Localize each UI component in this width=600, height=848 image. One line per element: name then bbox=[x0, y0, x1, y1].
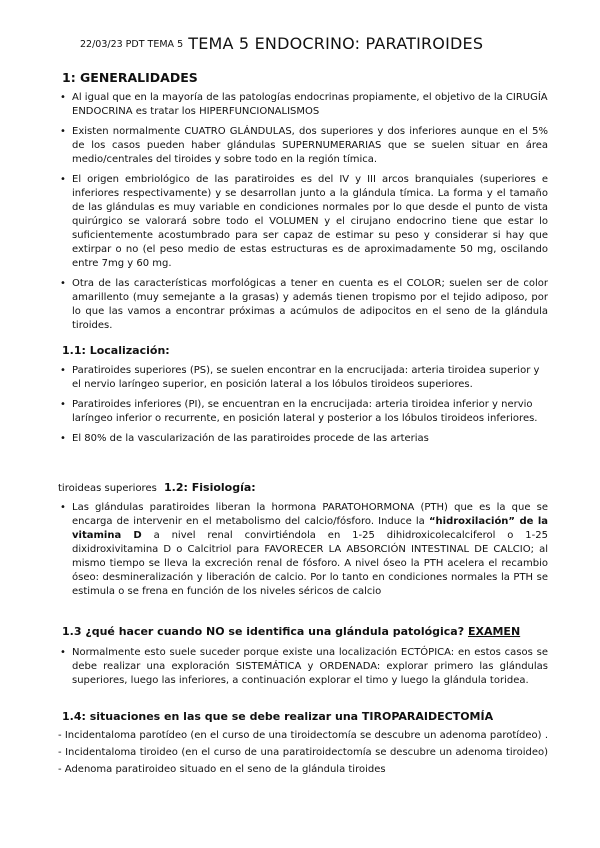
header-meta: 22/03/23 PDT TEMA 5 bbox=[80, 39, 184, 50]
bullet-icon: • bbox=[60, 365, 66, 376]
bullet-icon: • bbox=[60, 502, 66, 513]
bullet-icon: • bbox=[60, 647, 66, 658]
page-title: TEMA 5 ENDOCRINO: PARATIROIDES bbox=[188, 34, 484, 53]
mixed-line bbox=[58, 481, 256, 496]
list-item: • Al igual que en la mayoría de las patologías endocrinas propiamente, el objetivo de la CIRUGÍA ENDOCRINA es tratar los HIPERFUNCIONALISMOS bbox=[60, 92, 548, 117]
list-item: • Las glándulas paratiroides liberan la hormona PARATOHORMONA (PTH) que es la que se encarga de intervenir en el metabolismo del calcio/fósforo. Induce la “hidroxilación” de la vitamina D a nivel renal convirtiéndola en 1-25 dihidroxicolecalciferol o 1-25 dixidroxivitamina D o Calcitriol para FAVORECER LA ABSORCIÓN INTESTINAL DE CALCIO; al mismo tiempo se lleva la excreción renal de fósforo. A nivel óseo la PTH acelera el recambio óseo: desmineralización y liberación de calcio. Por lo tanto en condiciones normales la PTH se estimula o se frena en función de los niveles séricos de calcio bbox=[60, 502, 549, 597]
bullet-icon: • bbox=[60, 278, 66, 289]
bullet-icon: • bbox=[60, 92, 66, 103]
section-1-3-heading: 1.3 ¿qué hacer cuando NO se identifica una glándula patológica? EXAMEN bbox=[62, 625, 521, 638]
section-1-2-list bbox=[58, 501, 548, 605]
list-item: • El 80% de la vascularización de las paratiroides procede de las arterias bbox=[60, 433, 429, 444]
section-1-4-heading: 1.4: situaciones en las que se debe realizar una TIROPARAIDECTOMÍA bbox=[62, 710, 494, 723]
bullet-icon: • bbox=[60, 174, 66, 185]
bullet-icon: • bbox=[60, 126, 66, 137]
section-1-list bbox=[58, 91, 548, 339]
document-header bbox=[80, 34, 483, 53]
section-1-2-heading: 1.2: Fisiología: bbox=[164, 481, 256, 494]
bullet-icon: • bbox=[60, 433, 66, 444]
list-item-tail: tiroideas superiores bbox=[58, 483, 157, 494]
list-item: • Paratiroides inferiores (PI), se encuentran en la encrucijada: arteria tiroidea inferior y nervio laríngeo inferior o recurrente, en posición lateral y posterior a los lóbulos tiroideos inferiores. bbox=[60, 399, 538, 424]
list-item: • Paratiroides superiores (PS), se suelen encontrar en la encrucijada: arteria tiroidea superior y el nervio laríngeo superior, en posición lateral a los lóbulos tiroideos superiores. bbox=[60, 365, 540, 390]
bold-phrase: “hidroxilación” de la vitamina D bbox=[72, 516, 549, 541]
list-item: • Otra de las características morfológicas a tener en cuenta es el COLOR; suelen ser de color amarillento (muy semejante a la grasas) y además tienen tropismo por el tejido adiposo, por lo que las vamos a encontrar próximas a acúmulos de adipocitos en el seno de la glándula tiroides. bbox=[60, 278, 548, 331]
section-1-3-list bbox=[58, 646, 548, 694]
list-item: • Normalmente esto suele suceder porque existe una localización ECTÓPICA: en estos casos se debe realizar una exploración SISTEMÁTICA y ORDENADA: explorar primero las glándulas superiores, luego las inferiores, a continuación explorar el timo y luego la glándula toridea. bbox=[60, 647, 548, 686]
list-item: • Existen normalmente CUATRO GLÁNDULAS, dos superiores y dos inferiores aunque en el 5% de los casos pueden haber glándulas SUPERNUMERARIAS que se suelen situar en área medio/centrales del tiroides y sobre todo en la región tímica. bbox=[60, 126, 548, 165]
exam-tag: EXAMEN bbox=[467, 625, 521, 638]
list-item: • El origen embriológico de las paratiroides es del IV y III arcos branquiales (superiores e inferiores respectivamente) y se desarrollan junto a la glándula tímica. La forma y el tamaño de las glándulas es muy variable en condiciones normales por lo que desde el punto de vista quirúrgico se valorará sobre todo el VOLUMEN y el cirujano endocrino tiene que estar lo suficientemente acostumbrado para ser capaz de estimar su peso y considerar si hay que extirpar o no (el peso medio de estas estructuras es de aproximadamente 50 mg, oscilando entre 7mg y 60 mg. bbox=[60, 174, 548, 269]
section-1-4-text: - Incidentaloma parotídeo (en el curso de una tiroidectomía se descubre un adenoma parotídeo) . - Incidentaloma tiroideo (en el curso de una paratiroidectomía se descubre un adenoma tiroideo) - Adenoma paratiroideo situado en el seno de la glándula tiroides bbox=[58, 730, 548, 775]
bullet-icon: • bbox=[60, 399, 66, 410]
section-1-1-list bbox=[58, 364, 548, 452]
section-1-1-heading: 1.1: Localización: bbox=[62, 344, 170, 357]
section-1-heading: 1: GENERALIDADES bbox=[62, 70, 198, 85]
